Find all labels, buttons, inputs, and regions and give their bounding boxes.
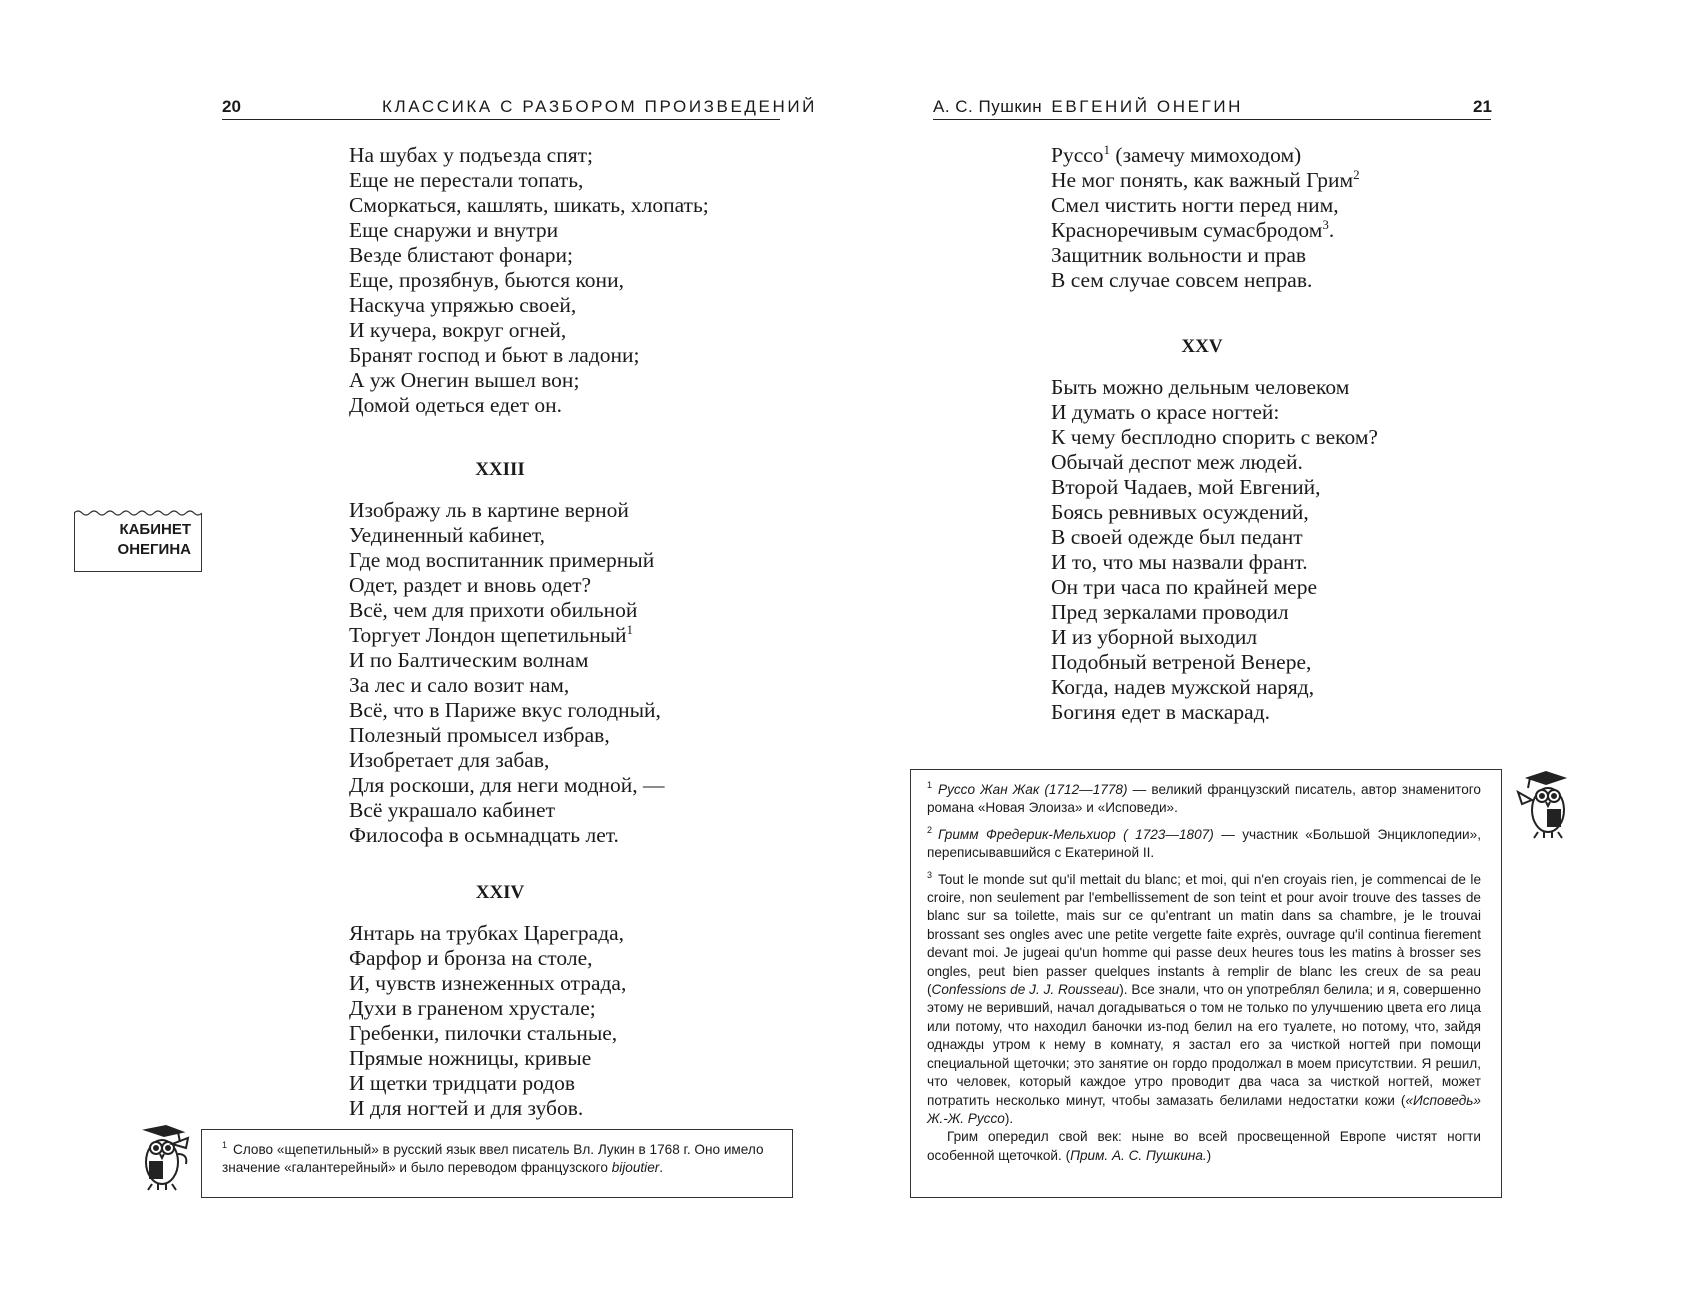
verse-line: И щетки тридцати родов <box>349 1071 576 1095</box>
verse-line: Обычай деспот меж людей. <box>1051 450 1303 474</box>
footnote-number: 2 <box>927 825 933 836</box>
header-rule-left <box>222 119 780 120</box>
header-author: А. С. Пушкин <box>933 97 1043 116</box>
verse-line: Бранят господ и бьют в ладони; <box>349 343 640 367</box>
margin-label-cabinet <box>74 508 202 572</box>
verse-line: Пред зеркалами проводил <box>1051 600 1289 624</box>
verse-line <box>1051 218 1360 243</box>
verse-line <box>1051 268 1360 293</box>
verse-line: Изображу ль в картине верной <box>349 498 629 522</box>
verse-line: Богиня едет в маскарад. <box>1051 700 1271 724</box>
footnote-italic: Прим. А. С. Пушкина. <box>1070 1147 1207 1163</box>
verse-line: Сморкаться, кашлять, шикать, хлопать; <box>349 193 709 217</box>
stanza-xxiv <box>349 921 626 1121</box>
verse-line: Философа в осьмнадцать лет. <box>349 823 619 847</box>
footnote-number: 1 <box>927 780 933 791</box>
verse-line: Когда, надев мужской наряд, <box>1051 675 1315 699</box>
footnote-marker[interactable]: 3 <box>1322 216 1329 232</box>
verse-text: Руссо <box>1051 143 1104 167</box>
verse-line: Наскуча упряжью своей, <box>349 293 577 317</box>
verse-line: Еще, прозябнув, бьются кони, <box>349 268 624 292</box>
footnote-number: 1 <box>222 1140 228 1151</box>
footnote-3 <box>927 871 1481 1129</box>
verse-text: В сем случае совсем неправ. <box>1051 268 1313 292</box>
footnote-2 <box>927 826 1481 863</box>
verse-line <box>1051 168 1360 193</box>
stanza-title-xxiv: XXIV <box>475 882 525 903</box>
verse-line: Всё, что в Париже вкус голодный, <box>349 698 661 722</box>
verse-line: Подобный ветреной Венере, <box>1051 650 1312 674</box>
verse-line: В своей одежде был педант <box>1051 525 1303 549</box>
verse-line <box>1051 243 1360 268</box>
footnote-italic: Гримм Фредерик-Мельхиор ( 1723—1807) <box>938 826 1214 842</box>
verse-line: Для роскоши, для неги модной, — <box>349 773 665 797</box>
stanza-title-xxiii: XXIII <box>475 459 525 480</box>
footnote-marker[interactable]: 1 <box>626 621 634 637</box>
footnote-1 <box>222 1141 772 1178</box>
verse-line <box>349 623 665 648</box>
footnote-marker[interactable]: 1 <box>1103 141 1111 157</box>
verse-line: Он три часа по крайней мере <box>1051 575 1318 599</box>
verse-line: А уж Онегин вышел вон; <box>349 368 580 392</box>
verse-line: Уединенный кабинет, <box>349 523 546 547</box>
footnote-box-left <box>201 1129 793 1198</box>
running-header-right-author <box>933 97 1243 117</box>
verse-line: Духи в граненом хрустале; <box>349 996 596 1020</box>
verse-line: Всё, чем для прихоти обильной <box>349 598 638 622</box>
verse-line: Еще не перестали топать, <box>349 168 584 192</box>
verse-line: Еще снаружи и внутри <box>349 218 559 242</box>
verse-line: И по Балтическим волнам <box>349 648 589 672</box>
header-title: ЕВГЕНИЙ ОНЕГИН <box>1051 97 1244 116</box>
verse-line: К чему бесплодно спорить с веком? <box>1051 425 1378 449</box>
footnote-italic: Confessions de J. J. Rousseau <box>931 982 1120 998</box>
verse-line: И для ногтей и для зубов. <box>349 1096 584 1120</box>
verse-line: Гребенки, пилочки стальные, <box>349 1021 618 1045</box>
running-header-left: КЛАССИКА С РАЗБОРОМ ПРОИЗВЕДЕНИЙ <box>382 97 817 116</box>
verse-line: На шубах у подъезда спят; <box>349 143 593 167</box>
verse-line: Одет, раздет и вновь одет? <box>349 573 592 597</box>
footnote-text: — великий французский писатель, автор знаменитого романа «Новая Элоиза» и «Исповеди». <box>927 782 1481 816</box>
footnote-text: ) <box>1206 1147 1212 1163</box>
verse-line: Янтарь на трубках Цареграда, <box>349 921 625 945</box>
page-number-right: 21 <box>1473 97 1492 116</box>
footnote-text: Tout le monde sut qu'il mettait du blanc; et moi, qui n'en croyais rien, je commencai de le croire, non seulement par l'embellissement de son teint et pour avoir trouve des tasses de blanc sur sa toilette, mais sur ce qu'entrant un matin dans sa chambre, je le trouvai brossant ses ongles avec une petite vergette faite exprès, ouvrage qu'il continua fierement devant moi. Je jugeai qu'un homme qui passe deux heures tous les matins à brosser ses ongles, peut bien passer quelques instants à remplir de blanc les creux de sa peau ( <box>927 871 1481 998</box>
verse-line: И то, что мы назвали франт. <box>1051 550 1308 574</box>
owl-scholar-icon <box>132 1124 202 1194</box>
footnote-italic: bijoutier <box>611 1160 660 1176</box>
footnote-text: ). Все знали, что он употреблял белила; и я, совершенно этому не веривший, начал догадываться о том не только по улучшению цвета его лица или потому, что находил баночки из-под белил на его туалете, но потому, что, зайдя однажды утром к нему в комнату, я застал его за чисткой ногтей при помощи специальной щеточки; это занятие он гордо продолжал в моем присутствии. Я решил, что человек, который каждое утро проводит два часа за чисткой ногтей, может потратить несколько минут, чтобы замазать белилами недостатки кожи ( <box>927 982 1481 1108</box>
stanza-xxiii <box>349 498 665 848</box>
margin-label-text <box>74 513 202 572</box>
footnote-3-paragraph-2 <box>927 1128 1481 1165</box>
footnote-italic: Руссо Жан Жак (1712—1778) <box>938 782 1128 797</box>
verse-line <box>1051 193 1360 218</box>
verse-line: Везде блистают фонари; <box>349 243 573 267</box>
footnote-text: ). <box>1004 1110 1014 1126</box>
verse-line: Прямые ножницы, кривые <box>349 1046 592 1070</box>
verse-line: Где мод воспитанник примерный <box>349 548 655 572</box>
header-rule-right <box>933 119 1491 120</box>
footnote-number: 3 <box>927 870 933 881</box>
verse-text: (замечу мимоходом) <box>1110 143 1302 167</box>
margin-label-line: ОНЕГИНА <box>117 541 191 558</box>
verse-text: Торгует Лондон щепетильный <box>349 623 627 647</box>
verse-line: За лес и сало возит нам, <box>349 673 570 697</box>
verse-text: Смел чистить ногти перед ним, <box>1051 193 1339 217</box>
page-number-left: 20 <box>222 97 241 116</box>
footnote-text: Грим опередил свой век: ныне во всей просвещенной Европе чистят ногти особенной щеточкой. ( <box>927 1129 1481 1163</box>
stanza-title-xxv: XXV <box>1181 336 1223 357</box>
verse-text: Не мог понять, как важный Грим <box>1051 168 1354 192</box>
verse-text: . <box>1328 218 1335 242</box>
verse-line <box>1051 143 1360 168</box>
verse-line: Быть можно дельным человеком <box>1051 375 1350 399</box>
footnote-box-right <box>910 769 1502 1198</box>
verse-line: И думать о красе ногтей: <box>1051 400 1280 424</box>
verse-line: Домой одеться едет он. <box>349 393 563 417</box>
footnote-text: Слово «щепетильный» в русский язык ввел писатель Вл. Лукин в 1768 г. Оно имело значение «галантерейный» и было переводом французского <box>222 1142 764 1176</box>
footnote-italic: «Исповедь» Ж.-Ж. Руссо <box>927 1092 1481 1126</box>
footnote-1 <box>927 781 1481 818</box>
opening-lines-right <box>1051 143 1360 293</box>
verse-text: Защитник вольности и прав <box>1051 243 1307 267</box>
verse-line: Полезный промысел избрав, <box>349 723 610 747</box>
verse-line: Фарфор и бронза на столе, <box>349 946 593 970</box>
verse-line: Боясь ревнивых осуждений, <box>1051 500 1309 524</box>
verse-text: Красноречивым сумасбродом <box>1051 218 1323 242</box>
verse-line: Всё украшало кабинет <box>349 798 555 822</box>
footnote-marker[interactable]: 2 <box>1353 166 1360 182</box>
footnote-text: . <box>659 1160 664 1176</box>
verse-line: Второй Чадаев, мой Евгений, <box>1051 475 1321 499</box>
stanza-xxv <box>1051 375 1378 725</box>
owl-scholar-icon <box>1508 770 1578 840</box>
opening-lines-left <box>349 143 709 418</box>
verse-line: И, чувств изнеженных отрада, <box>349 971 627 995</box>
verse-line: И из уборной выходил <box>1051 625 1258 649</box>
verse-line: И кучера, вокруг огней, <box>349 318 567 342</box>
footnote-text: — участник «Большой Энциклопедии», переписывавшийся с Екатериной II. <box>927 826 1481 861</box>
verse-line: Изобретает для забав, <box>349 748 550 772</box>
margin-label-line: КАБИНЕТ <box>119 521 191 538</box>
